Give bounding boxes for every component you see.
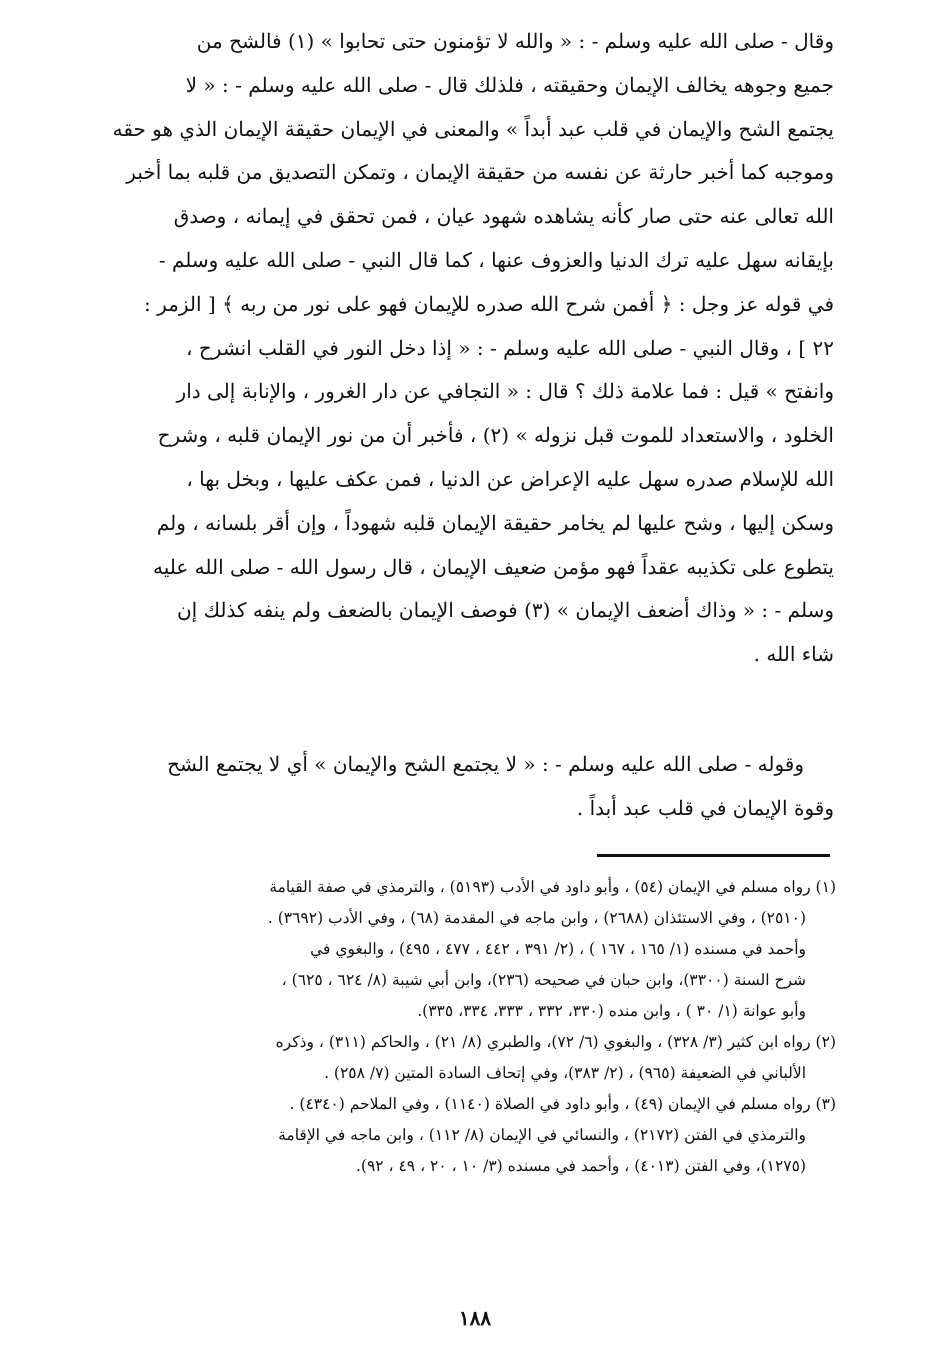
footnote-line: الألباني في الضعيفة (٩٦٥) ، (٢/ ٣٨٣)، وفي إتحاف السادة المتين (٧/ ٢٥٨) . — [324, 1064, 806, 1082]
text-line: الخلود ، والاستعداد للموت قبل نزوله » (٢) ، فأخبر أن من نور الإيمان قلبه ، وشرح — [157, 423, 834, 448]
text-line: وقال - صلى الله عليه وسلم - : « والله لا تؤمنون حتى تحابوا » (١) فالشح من — [196, 29, 834, 53]
second-paragraph — [96, 742, 834, 830]
text-line: شاء الله . — [753, 642, 834, 667]
footnote-1 — [90, 872, 836, 1027]
footnote-3 — [90, 1089, 836, 1182]
footnote-line: (٣) رواه مسلم في الإيمان (٤٩) ، وأبو داود في الصلاة (١١٤٠) ، وفي الملاحم (٤٣٤٠) . — [289, 1095, 836, 1113]
footnote-line: (٢) رواه ابن كثير (٣/ ٣٢٨) ، والبغوي (٦/ ٧٢)، والطبري (٨/ ٢١) ، والحاكم (٣١١) ، وذكره — [275, 1033, 836, 1051]
footnote-line: (١) رواه مسلم في الإيمان (٥٤) ، وأبو داود في الأدب (٥١٩٣) ، والترمذي في صفة القيامة — [269, 878, 836, 896]
footnote-line: (١٢٧٥)، وفي الفتن (٤٠١٣) ، وأحمد في مسنده (٣/ ١٠ ، ٢٠ ، ٤٩ ، ٩٢). — [355, 1157, 806, 1175]
text-line: يجتمع الشح والإيمان في قلب عبد أبداً » والمعنى في الإيمان حقيقة الإيمان الذي هو حقه — [112, 116, 834, 141]
text-line: يتطوع على تكذيبه عقداً فهو مؤمن ضعيف الإيمان ، قال رسول الله - صلى الله عليه — [153, 554, 834, 579]
text-line: وانفتح » قيل : فما علامة ذلك ؟ قال : « التجافي عن دار الغرور ، والإنابة إلى دار — [176, 379, 834, 404]
footnotes — [90, 872, 836, 1182]
page-number: ١٨٨ — [458, 1306, 492, 1330]
text-line: بإيقانه سهل عليه ترك الدنيا والعزوف عنها ، كما قال النبي - صلى الله عليه وسلم - — [158, 247, 834, 272]
text-line: الله للإسلام صدره سهل عليه الإعراض عن الدنيا ، فمن عكف عليها ، وبخل بها ، — [186, 466, 834, 491]
text-line: ٢٢ ] ، وقال النبي - صلى الله عليه وسلم - : « إذا دخل النور في القلب انشرح ، — [186, 335, 834, 360]
footnote-line: وأحمد في مسنده (١/ ١٦٥ ، ١٦٧ ) ، (٢/ ٣٩١ ، ٤٤٢ ، ٤٧٧ ، ٤٩٥) ، والبغوي في — [310, 940, 806, 958]
text-line: في قوله عز وجل : ﴿ أفمن شرح الله صدره للإيمان فهو على نور من ربه ﴾ [ الزمر : — [144, 291, 834, 316]
text-line: وسلم - : « وذاك أضعف الإيمان » (٣) فوصف الإيمان بالضعف ولم ينفه كذلك إن — [176, 598, 834, 623]
footnote-line: (٢٥١٠) ، وفي الاستئذان (٢٦٨٨) ، وابن ماجه في المقدمة (٦٨) ، وفي الأدب (٣٦٩٢) . — [267, 909, 806, 927]
footnote-line: وأبو عوانة (١/ ٣٠ ) ، وابن منده (٣٣٠، ٣٣٢ ، ٣٣٣، ٣٣٤، ٣٣٥). — [417, 1002, 806, 1020]
footnote-2 — [90, 1027, 836, 1089]
footnote-line: شرح السنة (٣٣٠٠)، وابن حبان في صحيحه (٢٣٦)، وابن أبي شيبة (٨/ ٦٢٤ ، ٦٢٥) ، — [281, 971, 806, 989]
text-line: وموجبه كما أخبر حارثة عن نفسه من حقيقة الإيمان ، وتمكن التصديق من قلبه بما أخبر — [126, 160, 834, 185]
footnote-line: والترمذي في الفتن (٢١٧٢) ، والنسائي في الإيمان (٨/ ١١٢) ، وابن ماجه في الإقامة — [278, 1126, 806, 1144]
text-line: وقوة الإيمان في قلب عبد أبداً . — [576, 796, 834, 820]
main-paragraph — [96, 20, 834, 677]
footnote-separator — [597, 854, 830, 857]
text-line: وقوله - صلى الله عليه وسلم - : « لا يجتمع الشح والإيمان » أي لا يجتمع الشح — [167, 752, 804, 776]
text-line: وسكن إليها ، وشح عليها لم يخامر حقيقة الإيمان قلبه شهوداً ، وإن أقر بلسانه ، ولم — [156, 510, 834, 535]
text-line: جميع وجوهه يخالف الإيمان وحقيقته ، فلذلك قال - صلى الله عليه وسلم - : « لا — [185, 72, 834, 97]
text-line: الله تعالى عنه حتى صار كأنه يشاهده شهود عيان ، فمن تحقق في إيمانه ، وصدق — [173, 204, 834, 229]
